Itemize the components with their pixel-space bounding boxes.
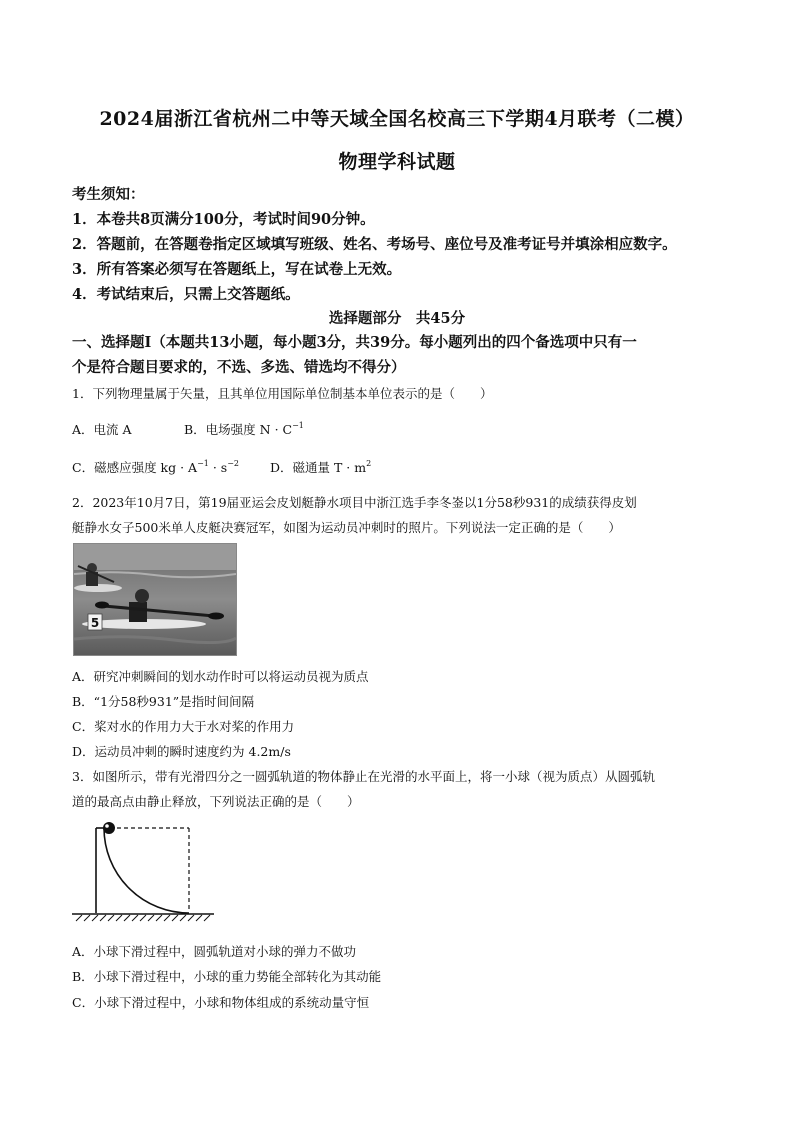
q1-option-a: A．电流 A — [72, 422, 132, 437]
q2-option-b: B．“1分58秒931”是指时间间隔 — [72, 694, 255, 709]
notice-heading: 考生须知： — [72, 186, 145, 203]
q3-option-a: A．小球下滑过程中，圆弧轨道对小球的弹力不做功 — [72, 944, 357, 959]
q3-stem-line-2: 道的最高点由静止释放，下列说法正确的是（ ） — [72, 794, 360, 809]
lane-number: 5 — [90, 616, 100, 630]
section-instruction-line-2: 个是符合题目要求的，不选、多选、错选均不得分） — [72, 359, 406, 376]
exam-subtitle: 物理学科试题 — [338, 151, 456, 173]
q2-option-a: A．研究冲刺瞬间的划水动作时可以将运动员视为质点 — [72, 669, 369, 684]
q3-option-b: B．小球下滑过程中，小球的重力势能全部转化为其动能 — [72, 969, 382, 984]
q2-stem-line-2: 艇静水女子500米单人皮艇决赛冠军，如图为运动员冲刺时的照片。下列说法一定正确的是（ ） — [72, 520, 621, 535]
notice-item-4: 4．考试结束后，只需上交答题纸。 — [72, 286, 300, 303]
q3-stem-line-1: 3．如图所示，带有光滑四分之一圆弧轨道的物体静止在光滑的水平面上，将一小球（视为质点）从圆弧轨 — [72, 769, 655, 784]
q3-option-c: C．小球下滑过程中，小球和物体组成的系统动量守恒 — [72, 995, 370, 1010]
q1-option-c: C．磁感应强度 kg · $A^{-1} \cdot s^{-2}$ — [72, 459, 239, 475]
arc-track-diagram — [68, 818, 218, 930]
exam-title: 2024届浙江省杭州二中等天域全国名校高三下学期4月联考（二模） — [99, 108, 695, 130]
notice-item-2: 2．答题前，在答题卷指定区域填写班级、姓名、考场号、座位号及准考证号并填涂相应数字。 — [72, 236, 677, 253]
q2-option-c: C．桨对水的作用力大于水对桨的作用力 — [72, 719, 295, 734]
section-title: 选择题部分 共45分 — [328, 310, 466, 327]
q1-option-d: D．磁通量 $T \cdot m^2$ — [270, 459, 372, 475]
notice-item-1: 1．本卷共8页满分100分，考试时间90分钟。 — [72, 211, 375, 228]
q1-stem: 1．下列物理量属于矢量，且其单位用国际单位制基本单位表示的是（ ） — [72, 386, 493, 401]
kayak-photo — [73, 543, 237, 656]
section-instruction-line-1: 一、选择题Ⅰ（本题共13小题，每小题3分，共39分。每小题列出的四个备选项中只有一 — [72, 334, 637, 351]
q2-stem-line-1: 2．2023年10月7日，第19届亚运会皮划艇静水项目中浙江选手李冬崟以1分58秒931的成绩获得皮划 — [72, 495, 637, 510]
q1-option-b: B．电场强度 $N \cdot C^{-1}$ — [184, 421, 304, 437]
q2-option-d: D．运动员冲刺的瞬时速度约为 4.2m/s — [72, 744, 291, 759]
notice-item-3: 3．所有答案必须写在答题纸上，写在试卷上无效。 — [72, 261, 402, 278]
